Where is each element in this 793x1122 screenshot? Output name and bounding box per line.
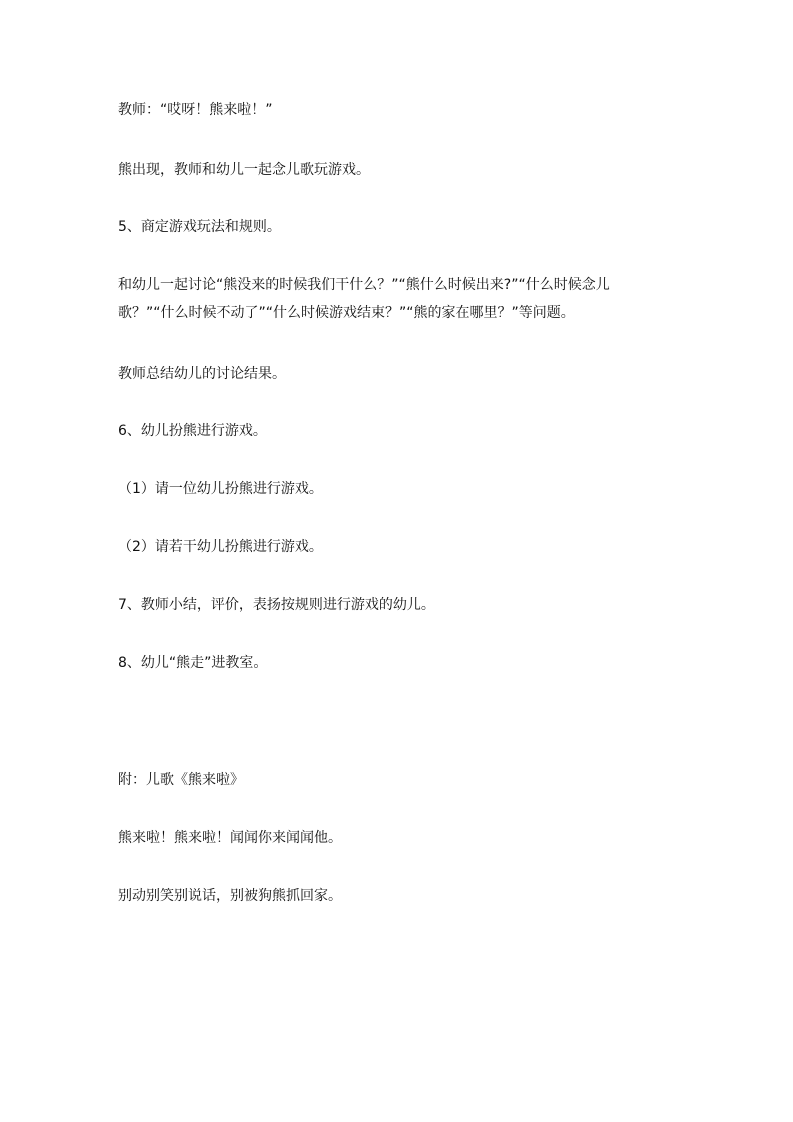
paragraph-step-6: 6、幼儿扮熊进行游戏。 bbox=[118, 423, 267, 439]
paragraph-step-7: 7、教师小结，评价，表扬按规则进行游戏的幼儿。 bbox=[118, 597, 435, 613]
paragraph-discussion: 和幼儿一起讨论“熊没来的时候我们干什么？”“熊什么时候出来?”“什么时候念儿歌？”“什么时候不动了”“什么时候游戏结束？”“熊的家在哪里？”等问题。 bbox=[118, 277, 610, 321]
paragraph-step-6-1: （1）请一位幼儿扮熊进行游戏。 bbox=[118, 481, 323, 497]
rhyme-line-1: 熊来啦！熊来啦！闻闻你来闻闻他。 bbox=[118, 830, 342, 846]
paragraph-step-6-2: （2）请若干幼儿扮熊进行游戏。 bbox=[118, 539, 323, 555]
paragraph-bear-appears: 熊出现，教师和幼儿一起念儿歌玩游戏。 bbox=[118, 162, 370, 178]
paragraph-summary: 教师总结幼儿的讨论结果。 bbox=[118, 366, 286, 382]
paragraph-step-5: 5、商定游戏玩法和规则。 bbox=[118, 219, 281, 235]
rhyme-line-2: 别动别笑别说话，别被狗熊抓回家。 bbox=[118, 888, 342, 904]
appendix-title: 附：儿歌《熊来啦》 bbox=[118, 772, 244, 788]
paragraph-step-8: 8、幼儿“熊走”进教室。 bbox=[118, 655, 268, 671]
paragraph-teacher-line: 教师：“哎呀！熊来啦！” bbox=[118, 102, 273, 118]
